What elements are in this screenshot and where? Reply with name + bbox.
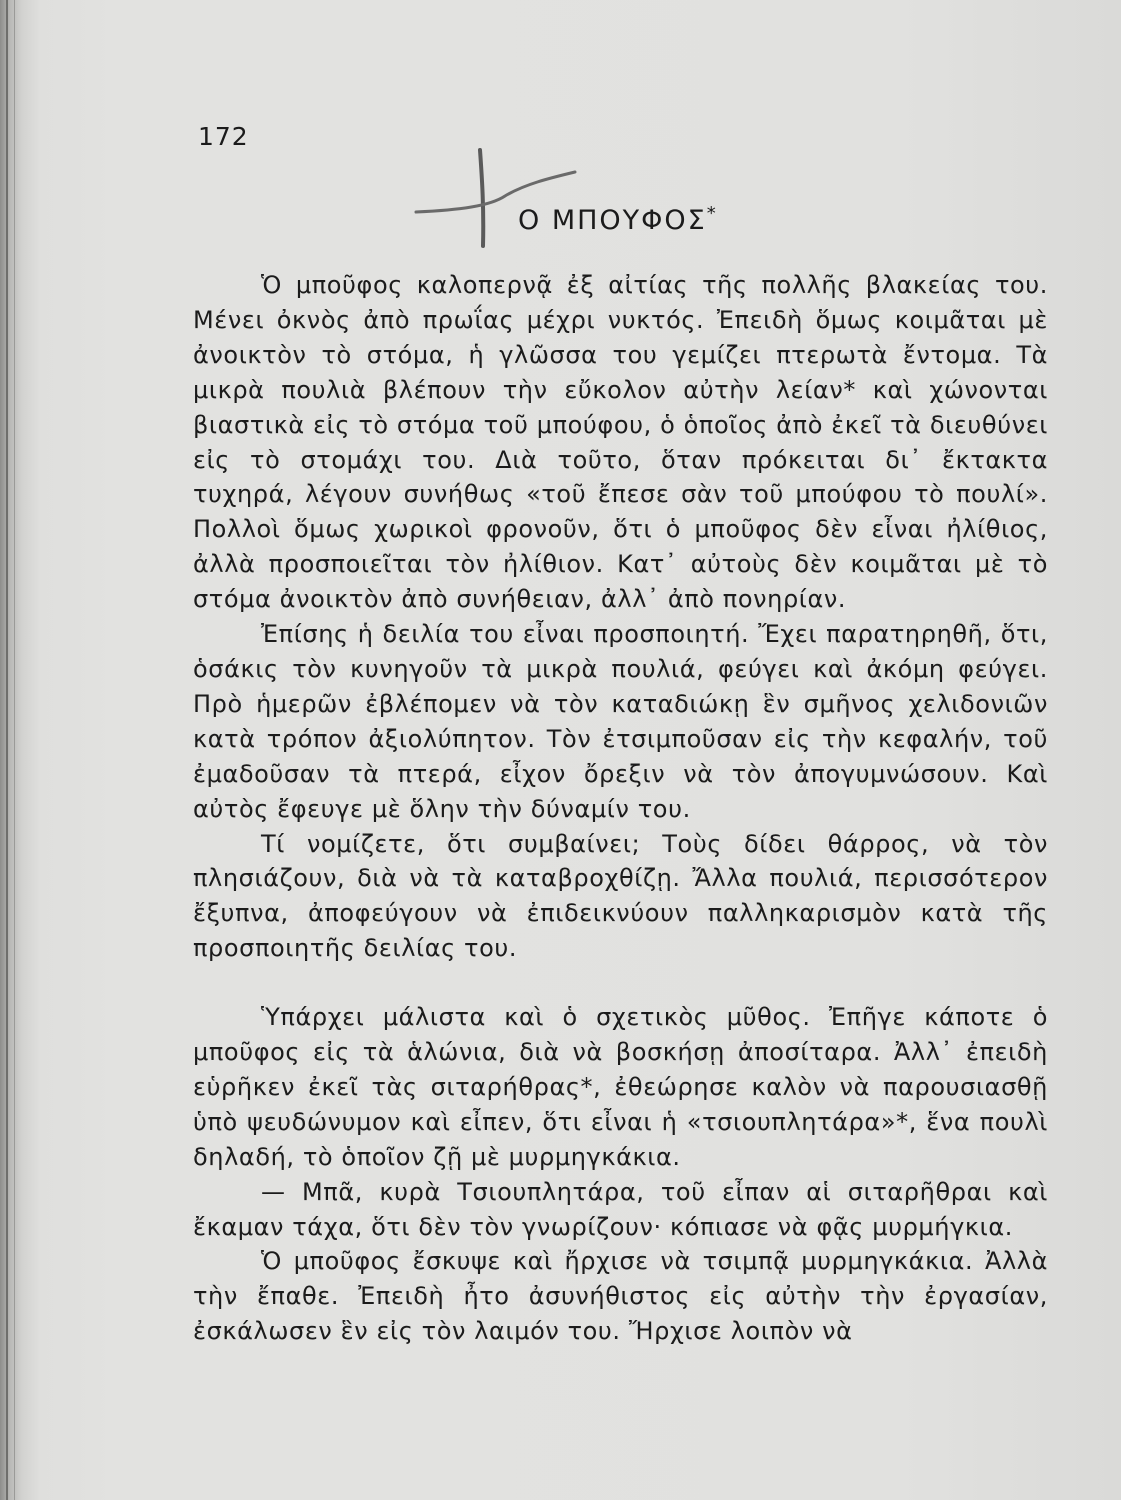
- page-spine-edge: [14, 0, 15, 1500]
- paragraph-2: Ἐπίσης ἡ δειλία του εἶναι προσποιητή. Ἔχει παρατηρηθῆ, ὅτι, ὁσάκις τὸν κυνηγοῦν τὰ μικρὰ πουλιά, φεύγει καὶ ἀκόμη φεύγει. Πρὸ ἡμερῶν ἐβλέπομεν νὰ τὸν καταδιώκῃ ἓν σμῆνος χελιδονιῶν κατὰ τρόπον ἀξιολύπητον. Τὸν ἐτσιμποῦσαν εἰς τὴν κεφαλήν, τοῦ ἐμαδοῦσαν τὰ πτερά, εἶχον ὄρεξιν νὰ τὸν ἀπογυμνώσουν. Καὶ αὐτὸς ἔφευγε μὲ ὅλην τὴν δύναμίν του.: [193, 620, 1048, 823]
- paragraph-5-dialogue: — Μπᾶ, κυρὰ Τσιουπλητάρα, τοῦ εἶπαν αἱ σιταρῆθραι καὶ ἔκαμαν τάχα, ὅτι δὲν τὸν γνωρίζουν· κόπιασε νὰ φᾷς μυρμήγκια.: [193, 1177, 1048, 1241]
- page-spine-shadow: [6, 0, 8, 1500]
- paragraph-6: Ὁ μποῦφος ἔσκυψε καὶ ἤρχισε νὰ τσιμπᾷ μυρμηγκάκια. Ἀλλὰ τὴν ἔπαθε. Ἐπειδὴ ἦτο ἀσυνήθιστος εἰς αὐτὴν τὴν ἐργασίαν, ἐσκάλωσεν ἓν εἰς τὸν λαιμόν του. Ἤρχισε λοιπὸν νὰ: [193, 1247, 1048, 1346]
- paragraph-1: Ὁ μποῦφος καλοπερνᾷ ἐξ αἰτίας τῆς πολλῆς βλακείας του. Μένει ὀκνὸς ἀπὸ πρωΐας μέχρι νυκτός. Ἐπειδὴ ὅμως κοιμᾶται μὲ ἀνοικτὸν τὸ στόμα, ἡ γλῶσσα του γεμίζει πτερωτὰ ἔντομα. Τὰ μικρὰ πουλιὰ βλέπουν τὴν εὔκολον αὐτὴν λείαν* καὶ χώνονται βιαστικὰ εἰς τὸ στόμα τοῦ μπούφου, ὁ ὁποῖος ἀπὸ ἐκεῖ τὰ διευθύνει εἰς τὸ στομάχι του. Διὰ τοῦτο, ὅταν πρόκειται δι᾿ ἔκτακτα τυχηρά, λέγουν συνήθως «τοῦ ἔπεσε σὰν τοῦ μπούφου τὸ πουλί». Πολλοὶ ὅμως χωρικοὶ φρονοῦν, ὅτι ὁ μποῦφος δὲν εἶναι ἠλίθιος, ἀλλὰ προσποιεῖται τὸν ἠλίθιον. Κατ᾿ αὐτοὺς δὲν κοιμᾶται μὲ τὸ στόμα ἀνοικτὸν ἀπὸ συνήθειαν, ἀλλ᾿ ἀπὸ πονηρίαν.: [193, 271, 1048, 614]
- paragraph-4: Ὑπάρχει μάλιστα καὶ ὁ σχετικὸς μῦθος. Ἐπῆγε κάποτε ὁ μποῦφος εἰς τὰ ἁλώνια, διὰ νὰ βοσκήσῃ ἀποσίταρα. Ἀλλ᾿ ἐπειδὴ εὑρῆκεν ἐκεῖ τὰς σιταρήθρας*, ἐθεώρησε καλὸν νὰ παρουσιασθῇ ὑπὸ ψευδώνυμον καὶ εἶπεν, ὅτι εἶναι ἡ «τσιουπλητάρα»*, ἕνα πουλὶ δηλαδή, τὸ ὁποῖον ζῇ μὲ μυρμηγκάκια.: [193, 1003, 1048, 1171]
- body-text: [193, 268, 1048, 1349]
- title-footnote-mark: *: [706, 203, 718, 224]
- page-number: 172: [198, 122, 249, 151]
- chapter-title: [518, 203, 718, 236]
- paragraph-3: Τί νομίζετε, ὅτι συμβαίνει; Τοὺς δίδει θάρρος, νὰ τὸν πλησιάζουν, διὰ νὰ τὰ καταβροχθίζῃ. Ἄλλα πουλιά, περισσότερον ἔξυπνα, ἀποφεύγουν νὰ ἐπιδεικνύουν παλληκαρισμὸν κατὰ τῆς προσποιητῆς δειλίας του.: [193, 829, 1048, 963]
- chapter-title-text: Ο ΜΠΟΥΦΟΣ: [518, 205, 707, 236]
